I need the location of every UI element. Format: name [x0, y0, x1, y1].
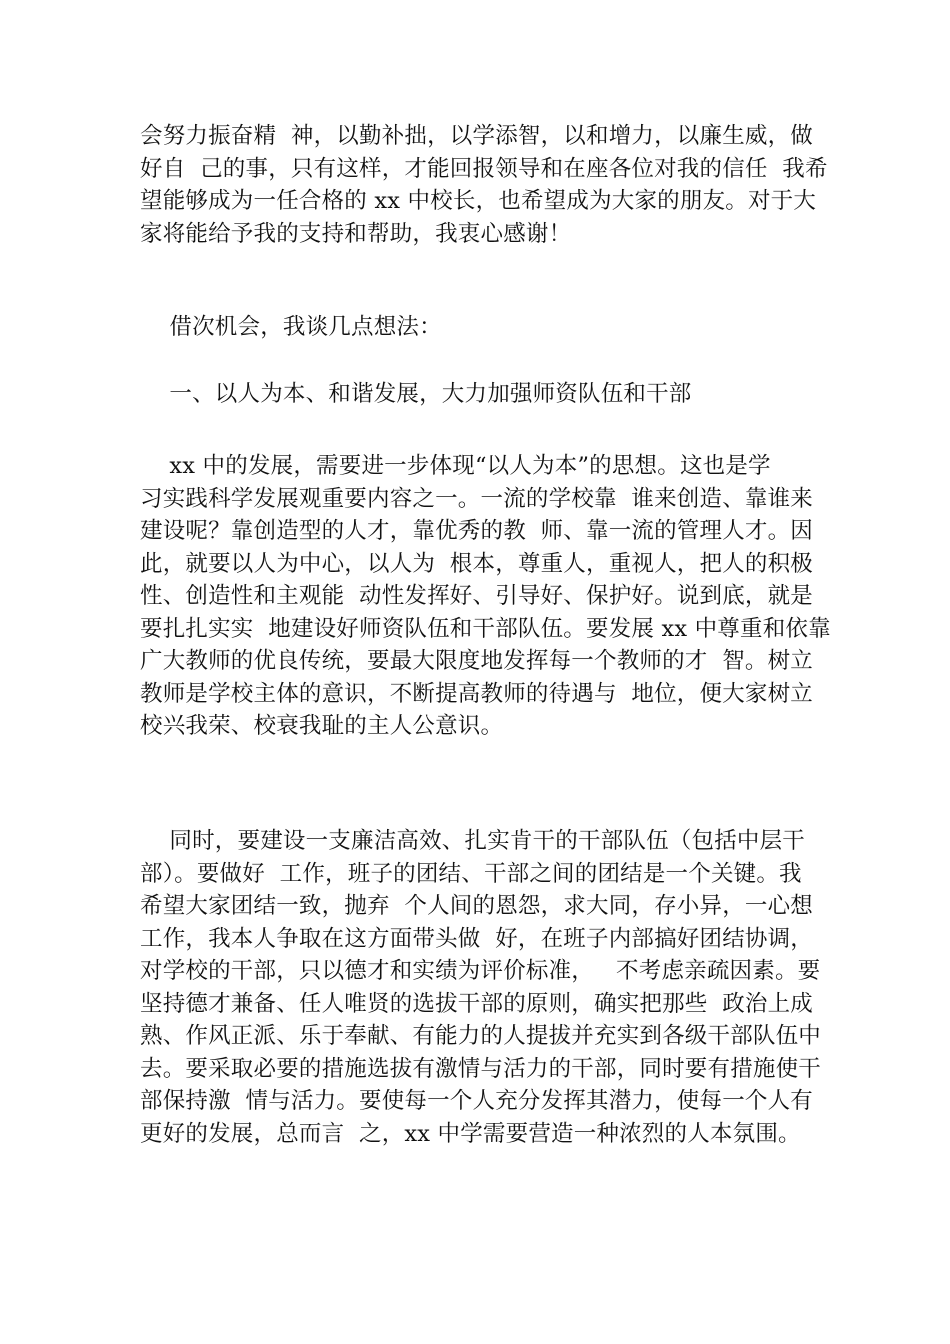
heading-line: 一、以人为本、和谐发展，大力加强师资队伍和干部 — [140, 381, 692, 407]
text-line: xx 中的发展，需要进一步体现“以人为本”的思想。这也是学 — [140, 453, 771, 479]
text-line: 去。要采取必要的措施选拔有激情与活力的干部，同时要有措施使干 — [140, 1055, 822, 1082]
text-line: 校兴我荣、校衰我耻的主人公意识。 — [140, 713, 504, 739]
text-line: 对学校的干部，只以德才和实绩为评价标准， 不考虑亲疏因素。要 — [140, 958, 821, 984]
text-line: 习实践科学发展观重要内容之一。一流的学校靠 谁来创造、靠谁来 — [140, 485, 814, 512]
paragraph-intro — [140, 311, 812, 344]
text-line: 部）。要做好 工作，班子的团结、干部之间的团结是一个关键。我 — [140, 860, 802, 887]
text-line: 建设呢？靠创造型的人才，靠优秀的教 师、靠一流的管理人才。因 — [140, 518, 814, 544]
text-line: 性、创造性和主观能 动性发挥好、引导好、保护好。说到底，就是 — [140, 583, 814, 609]
text-line: 工作，我本人争取在这方面带头做 好，在班子内部搞好团结协调， — [140, 925, 814, 952]
paragraph-closing-remarks — [140, 120, 828, 250]
paragraph-cadre-team — [140, 825, 822, 1150]
text-line: 好自 己的事，只有这样，才能回报领导和在座各位对我的信任 我希 — [140, 155, 828, 182]
paragraph-teacher-team — [140, 450, 831, 743]
text-line: 坚持德才兼备、任人唯贤的选拔干部的原则，确实把那些 政治上成 — [140, 990, 814, 1017]
text-line: 广大教师的优良传统，要最大限度地发挥每一个教师的才 智。树立 — [140, 648, 814, 674]
text-line: 更好的发展，总而言 之，xx 中学需要营造一种浓烈的人本氛围。 — [140, 1120, 801, 1147]
text-line: 此，就要以人为中心，以人为 根本，尊重人，重视人，把人的积极 — [140, 550, 814, 577]
text-line: 部保持激 情与活力。要使每一个人充分发挥其潜力，使每一个人有 — [140, 1088, 814, 1114]
text-line: 教师是学校主体的意识，不断提高教师的待遇与 地位，便大家树立 — [140, 680, 814, 707]
text-line: 要扎扎实实 地建设好师资队伍和干部队伍。要发展 xx 中尊重和依靠 — [140, 615, 831, 642]
section-heading — [140, 378, 812, 411]
text-line: 借次机会，我谈几点想法： — [140, 314, 442, 340]
text-line: 希望大家团结一致，抛弃 个人间的恩怨，求大同，存小异，一心想 — [140, 893, 814, 919]
text-line: 望能够成为一任合格的 xx 中校长，也希望成为大家的朋友。对于大 — [140, 188, 817, 214]
text-line: 同时，要建设一支廉洁高效、扎实肯干的干部队伍（包括中层干 — [140, 828, 806, 854]
text-line: 会努力振奋精 神，以勤补拙，以学添智，以和增力，以廉生威，做 — [140, 123, 814, 149]
text-line: 熟、作风正派、乐于奉献、有能力的人提拔并充实到各级干部队伍中 — [140, 1023, 822, 1049]
text-line: 家将能给予我的支持和帮助，我衷心感谢！ — [140, 220, 572, 247]
